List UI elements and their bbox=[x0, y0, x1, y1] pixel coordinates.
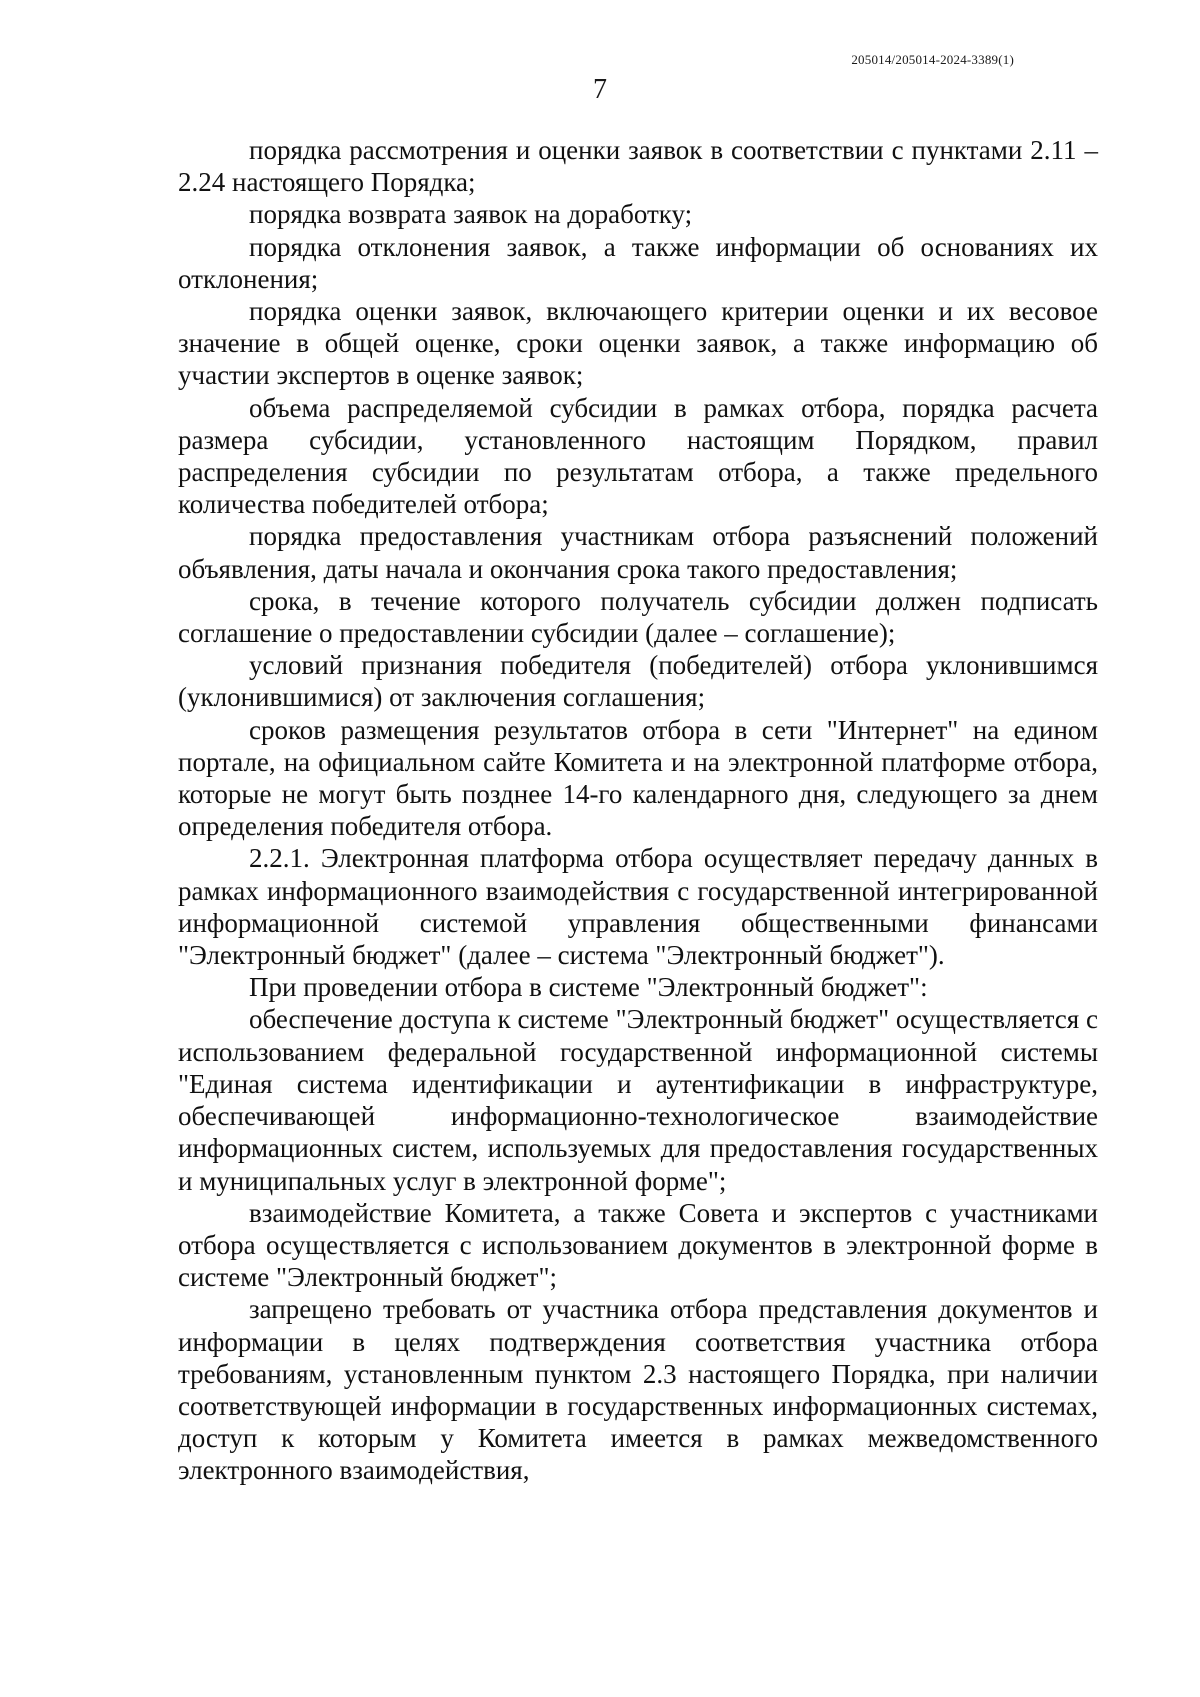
paragraph: порядка отклонения заявок, а также информации об основаниях их отклонения; bbox=[178, 231, 1098, 294]
paragraph: порядка рассмотрения и оценки заявок в соответствии с пунктами 2.11 – 2.24 настоящего Порядка; bbox=[178, 135, 1098, 198]
paragraph: срока, в течение которого получатель субсидии должен подписать соглашение о предоставлении субсидии (далее – соглашение); bbox=[178, 585, 1098, 649]
paragraph: запрещено требовать от участника отбора представления документов и информации в целях подтверждения соответствия участника отбора требованиям, установленным пунктом 2.3 настоящего Порядка, при наличии соответствующей информации в государственных информационных системах, доступ к которым у Комитета имеется в рамках межведомственного электронного взаимодействия, bbox=[178, 1294, 1098, 1486]
paragraph: порядка оценки заявок, включающего критерии оценки и их весовое значение в общей оценке, сроки оценки заявок, а также информацию об участии экспертов в оценке заявок; bbox=[178, 296, 1098, 391]
paragraph: порядка предоставления участникам отбора разъяснений положений объявления, даты начала и окончания срока такого предоставления; bbox=[178, 521, 1098, 584]
paragraph: При проведении отбора в системе "Электронный бюджет": bbox=[249, 972, 928, 1003]
document-body bbox=[178, 134, 1098, 1487]
paragraph: условий признания победителя (победителей) отбора уклонившимся (уклонившимися) от заключения соглашения; bbox=[178, 650, 1098, 713]
paragraph: порядка возврата заявок на доработку; bbox=[249, 199, 693, 230]
page-number: 7 bbox=[593, 74, 607, 105]
paragraph: сроков размещения результатов отбора в сети "Интернет" на едином портале, на официальном сайте Комитета и на электронной платформе отбора, которые не могут быть позднее 14-го календарного дня, следующего за днем определения победителя отбора. bbox=[178, 714, 1098, 842]
document-id: 205014/205014-2024-3389(1) bbox=[851, 52, 1014, 67]
paragraph: объема распределяемой субсидии в рамках отбора, порядка расчета размера субсидии, установленного настоящим Порядком, правил распределения субсидии по результатам отбора, а также предельного количества победителей отбора; bbox=[178, 392, 1098, 520]
paragraph: 2.2.1. Электронная платформа отбора осуществляет передачу данных в рамках информационного взаимодействия с государственной интегрированной информационной системой управления общественными финансами "Электронный бюджет" (далее – система "Электронный бюджет"). bbox=[178, 843, 1098, 971]
paragraph: взаимодействие Комитета, а также Совета и экспертов с участниками отбора осуществляется с использованием документов в электронной форме в системе "Электронный бюджет"; bbox=[178, 1197, 1098, 1293]
paragraph: обеспечение доступа к системе "Электронный бюджет" осуществляется с использованием федеральной государственной информационной системы "Единая система идентификации и аутентификации в инфраструктуре, обеспечивающей информационно-технологическое взаимодействие информационных систем, используемых для предоставления государственных и муниципальных услуг в электронной форме"; bbox=[178, 1004, 1098, 1196]
